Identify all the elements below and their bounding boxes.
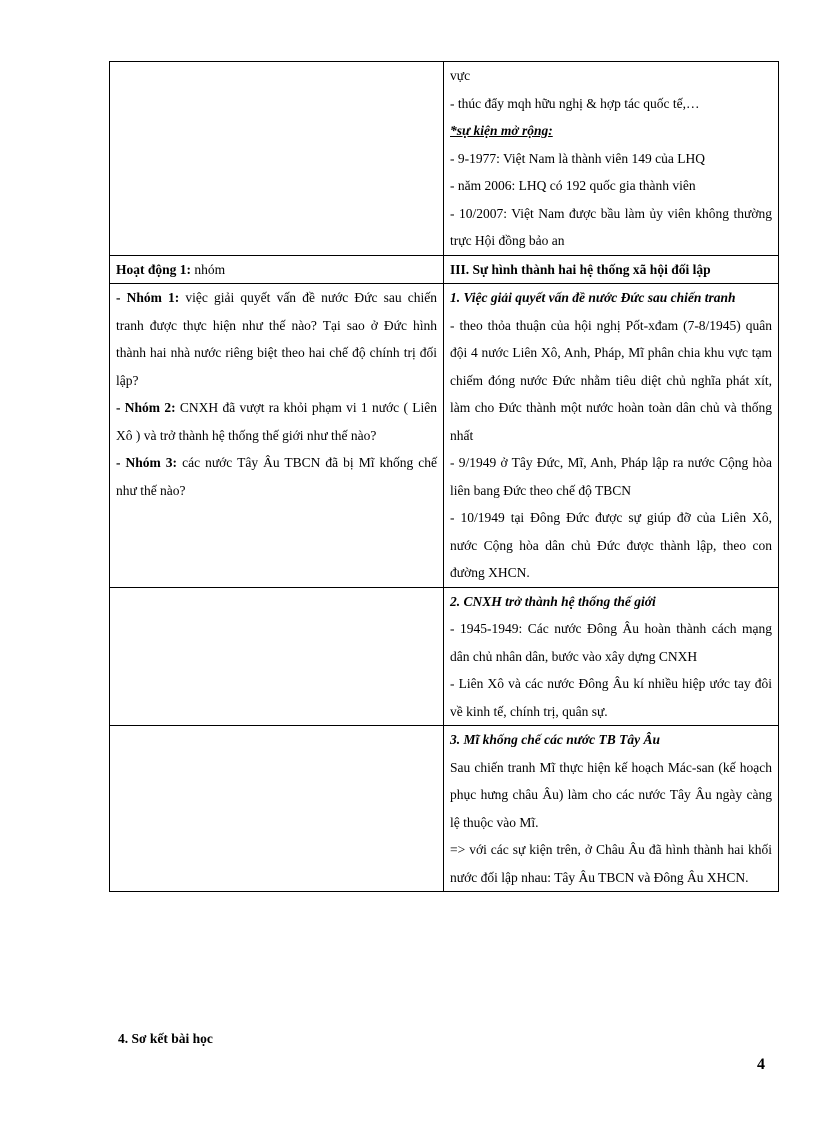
content-cell — [444, 587, 779, 726]
content-paragraph: - 9/1949 ở Tây Đức, Mĩ, Anh, Pháp lập ra nước Cộng hòa liên bang Đức theo chế độ TBCN — [450, 455, 772, 498]
activity-heading-cell — [110, 255, 444, 284]
extension-title: *sự kiện mở rộng: — [450, 123, 553, 138]
table-row — [110, 255, 779, 284]
group-label: - Nhóm 3: — [116, 455, 178, 470]
group-task — [116, 284, 437, 394]
table-row — [110, 587, 779, 726]
content-paragraph: - Liên Xô và các nước Đông Âu kí nhiều hiệp ước tay đôi về kinh tế, chính trị, quân sự. — [450, 676, 772, 719]
subsection-title: 3. Mĩ khống chế các nước TB Tây Âu — [450, 732, 660, 747]
table-row — [110, 284, 779, 588]
activity-cell-empty — [110, 62, 444, 256]
content-line: - thúc đẩy mqh hữu nghị & hợp tác quốc tế,… — [450, 95, 700, 111]
group-label: - Nhóm 2: — [116, 400, 176, 415]
content-line: vực — [450, 68, 471, 83]
content-paragraph: Sau chiến tranh Mĩ thực hiện kế hoạch Mác-san (kế hoạch phục hưng châu Âu) làm cho các nước Tây Âu ngày càng lệ thuộc vào Mĩ. — [450, 759, 772, 830]
table-row — [110, 62, 779, 256]
group-tasks-cell — [110, 284, 444, 588]
activity-cell-empty — [110, 587, 444, 726]
content-cell — [444, 62, 779, 256]
section-heading: III. Sự hình thành hai hệ thống xã hội đối lập — [450, 261, 711, 277]
summary-heading: 4. Sơ kết bài học — [118, 1031, 213, 1046]
group-task — [116, 449, 437, 504]
group-question: các nước Tây Âu TBCN đã bị Mĩ khống chế như thế nào? — [116, 455, 437, 498]
activity-type: nhóm — [191, 261, 226, 277]
lesson-table — [109, 61, 779, 892]
group-task — [116, 394, 437, 449]
group-label: - Nhóm 1: — [116, 290, 180, 305]
activity-cell-empty — [110, 726, 444, 892]
event-item: - 9-1977: Việt Nam là thành viên 149 của LHQ — [450, 150, 706, 166]
subsection-title: 1. Việc giải quyết vấn đề nước Đức sau chiến tranh — [450, 290, 736, 305]
table-row — [110, 726, 779, 892]
content-paragraph: - theo thỏa thuận của hội nghị Pốt-xđam (7-8/1945) quân đội 4 nước Liên Xô, Anh, Pháp, Mĩ phân chia khu vực tạm chiếm đóng nước Đức nhằm tiêu diệt chủ nghĩa phát xít, làm cho Đức thành một nước hoàn toàn dân chủ và thống nhất — [450, 317, 772, 443]
subsection-title: 2. CNXH trở thành hệ thống thế giới — [450, 593, 656, 609]
content-paragraph: => với các sự kiện trên, ở Châu Âu đã hình thành hai khối nước đối lập nhau: Tây Âu TBCN và Đông Âu XHCN. — [450, 842, 772, 885]
content-cell — [444, 284, 779, 588]
event-item: - năm 2006: LHQ có 192 quốc gia thành viên — [450, 178, 696, 193]
activity-label: Hoạt động 1: — [116, 261, 192, 277]
content-paragraph: - 10/1949 tại Đông Đức được sự giúp đỡ của Liên Xô, nước Cộng hòa dân chủ Đức được thành lập, theo con đường XHCN. — [450, 510, 772, 580]
content-paragraph: - 1945-1949: Các nước Đông Âu hoàn thành cách mạng dân chủ nhân dân, bước vào xây dựng CNXH — [450, 621, 772, 664]
group-question: việc giải quyết vấn đề nước Đức sau chiến tranh được thực hiện như thế nào? Tại sao ở Đức hình thành hai nhà nước riêng biệt theo hai chế độ chính trị đối lập? — [116, 290, 437, 388]
section-heading-cell — [444, 255, 779, 284]
event-item: - 10/2007: Việt Nam được bầu làm ủy viên không thường trực Hội đồng bảo an — [450, 205, 772, 248]
content-cell — [444, 726, 779, 892]
group-question: CNXH đã vượt ra khỏi phạm vi 1 nước ( Liên Xô ) và trở thành hệ thống thế giới như thế nào? — [116, 400, 437, 443]
page-number: 4 — [757, 1056, 765, 1073]
